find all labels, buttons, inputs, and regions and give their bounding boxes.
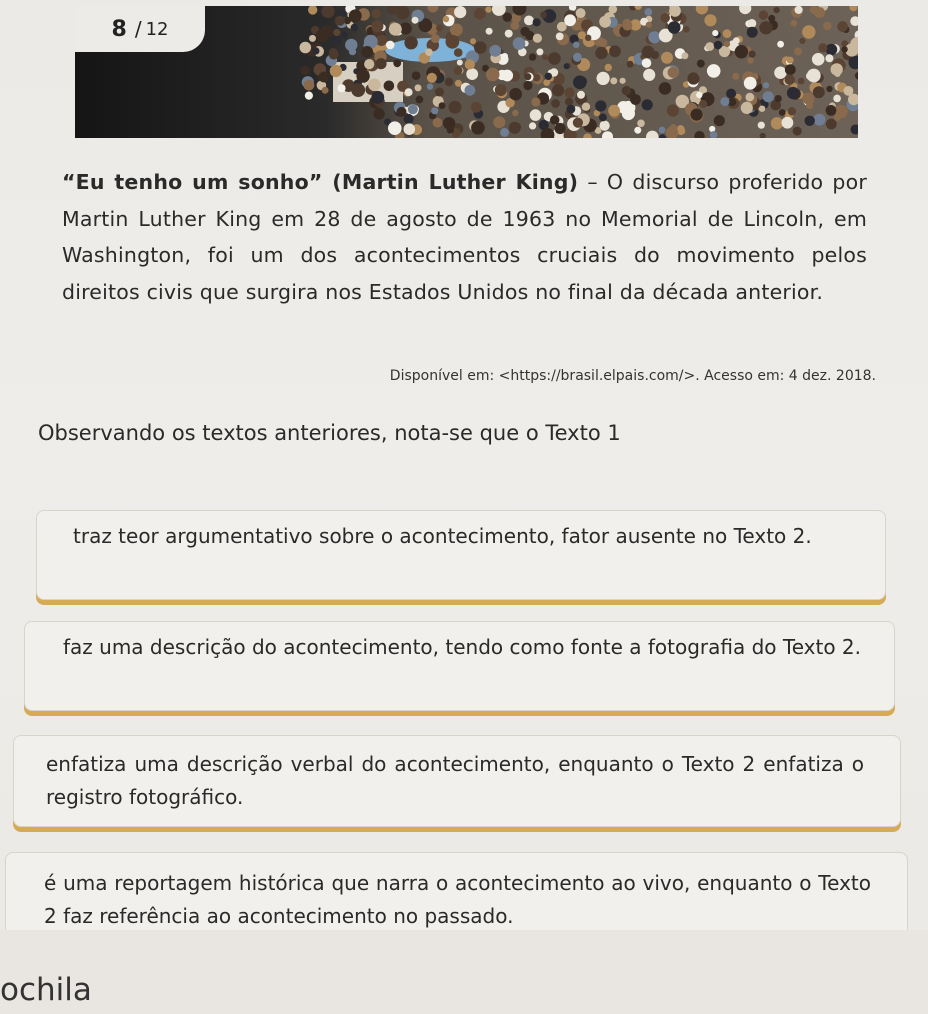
answer-option-text: faz uma descrição do acontecimento, tendo como fonte a fotografia do Texto 2. xyxy=(63,635,862,659)
crowd-person xyxy=(759,10,768,19)
crowd-person xyxy=(630,94,641,105)
crowd-person xyxy=(747,27,758,38)
crowd-person xyxy=(388,121,402,135)
crowd-person xyxy=(763,82,769,88)
crowd-person xyxy=(637,120,645,128)
crowd-person xyxy=(335,16,345,26)
crowd-person xyxy=(524,16,534,26)
crowd-person xyxy=(513,123,521,131)
crowd-person xyxy=(788,107,796,115)
answer-option-text: é uma reportagem histórica que narra o acontecimento ao vivo, enquanto o Texto 2 faz referência ao acontecimento no passado. xyxy=(44,871,871,928)
crowd-person xyxy=(759,21,772,34)
crowd-person xyxy=(439,102,446,109)
crowd-person xyxy=(833,95,841,103)
crowd-person xyxy=(431,34,440,43)
crowd-person xyxy=(436,24,443,31)
crowd-person xyxy=(802,93,814,105)
crowd-person xyxy=(433,118,443,128)
crowd-person xyxy=(524,73,531,80)
crowd-person xyxy=(529,53,536,60)
crowd-person xyxy=(749,51,756,58)
crowd-person xyxy=(495,84,507,96)
caption-body: – O discurso proferido por Martin Luther King em 28 de agosto de 1963 no Memorial de Lincoln, em Washington, foi um dos acontecimentos cruciais do movimento pelos direitos civis que surgira nos Estados Unidos no final da década anterior. xyxy=(62,170,867,304)
slide-counter xyxy=(75,6,205,52)
crowd-person xyxy=(712,30,718,36)
crowd-person xyxy=(356,69,369,82)
crowd-person xyxy=(545,73,552,80)
crowd-person xyxy=(681,52,688,59)
crowd-person xyxy=(794,48,802,56)
crowd-person xyxy=(646,22,652,28)
crowd-person xyxy=(645,8,653,16)
crowd-person xyxy=(774,7,780,13)
brand-logo-text: ochila xyxy=(0,972,92,1008)
crowd-person xyxy=(322,87,329,94)
crowd-person xyxy=(502,53,508,59)
crowd-person xyxy=(813,114,825,126)
crowd-person xyxy=(826,44,838,56)
crowd-person xyxy=(375,58,386,69)
crowd-person xyxy=(309,35,316,42)
crowd-person xyxy=(726,89,736,99)
crowd-person xyxy=(814,7,825,18)
crowd-person xyxy=(668,21,681,34)
crowd-person xyxy=(431,107,438,114)
crowd-person xyxy=(427,83,433,89)
crowd-person xyxy=(412,17,419,24)
crowd-person xyxy=(523,81,532,90)
crowd-person xyxy=(319,72,330,83)
crowd-person xyxy=(720,97,729,106)
crowd-person xyxy=(351,24,359,32)
crowd-person xyxy=(404,123,416,135)
crowd-person xyxy=(412,71,421,80)
crowd-person xyxy=(597,72,610,85)
crowd-person xyxy=(714,115,725,126)
crowd-person xyxy=(364,59,374,69)
crowd-person xyxy=(763,91,774,102)
crowd-person xyxy=(457,60,463,66)
crowd-person xyxy=(520,27,529,36)
crowd-person xyxy=(556,33,564,41)
crowd-person xyxy=(582,103,590,111)
crowd-person xyxy=(608,105,620,117)
crowd-person xyxy=(826,86,832,92)
crowd-person xyxy=(777,41,784,48)
crowd-person xyxy=(620,78,626,84)
crowd-person xyxy=(576,8,586,18)
crowd-person xyxy=(841,46,847,52)
crowd-person xyxy=(758,122,765,129)
crowd-person xyxy=(552,84,564,96)
crowd-person xyxy=(386,41,395,50)
crowd-person xyxy=(826,105,837,116)
crowd-person xyxy=(332,35,342,45)
crowd-person xyxy=(595,47,607,59)
crowd-person xyxy=(493,116,505,128)
crowd-person xyxy=(791,20,798,27)
crowd-person xyxy=(825,54,833,62)
crowd-person xyxy=(408,104,418,114)
crowd-person xyxy=(330,65,342,77)
crowd-person xyxy=(415,84,422,91)
crowd-person xyxy=(443,117,455,129)
crowd-person xyxy=(648,31,660,43)
crowd-person xyxy=(573,118,583,128)
crowd-person xyxy=(573,53,582,62)
crowd-person xyxy=(371,91,384,104)
slide-separator: / xyxy=(134,17,142,41)
crowd-person xyxy=(548,52,561,65)
crowd-person xyxy=(595,100,606,111)
crowd-person xyxy=(605,64,612,71)
crowd-person xyxy=(578,31,586,39)
crowd-person xyxy=(709,126,715,132)
bottom-bar xyxy=(0,930,928,1014)
crowd-person xyxy=(465,85,476,96)
crowd-person xyxy=(304,80,315,91)
crowd-person xyxy=(500,128,509,137)
answer-option-b[interactable] xyxy=(24,621,895,711)
crowd-person xyxy=(529,122,536,129)
crowd-person xyxy=(371,20,383,32)
question-stem: Observando os textos anteriores, nota-se que o Texto 1 xyxy=(38,421,621,445)
slide-current: 8 xyxy=(111,16,127,42)
crowd-person xyxy=(397,107,407,117)
crowd-person xyxy=(443,16,449,22)
crowd-person xyxy=(489,45,501,57)
crowd-person xyxy=(642,99,653,110)
crowd-person xyxy=(699,100,707,108)
crowd-person xyxy=(567,105,576,114)
crowd-person xyxy=(642,46,654,58)
crowd-person xyxy=(540,12,547,19)
answer-option-text: enfatiza uma descrição verbal do acontecimento, enquanto o Texto 2 enfatiza o registro fotográfico. xyxy=(46,752,864,809)
crowd-person xyxy=(470,38,476,44)
crowd-person xyxy=(785,75,795,85)
crowd-person xyxy=(320,25,333,38)
answer-option-text: traz teor argumentativo sobre o acontecimento, fator ausente no Texto 2. xyxy=(73,524,812,548)
crowd-person xyxy=(512,110,518,116)
crowd-person xyxy=(747,57,754,64)
crowd-person xyxy=(697,60,705,68)
crowd-person xyxy=(532,74,540,82)
crowd-person xyxy=(405,88,413,96)
crowd-person xyxy=(486,28,493,35)
crowd-person xyxy=(696,92,702,98)
crowd-person xyxy=(389,23,402,36)
crowd-person xyxy=(818,43,827,52)
crowd-person xyxy=(474,8,486,20)
crowd-person xyxy=(551,99,560,108)
crowd-person xyxy=(609,45,621,57)
crowd-person xyxy=(333,29,340,36)
crowd-person xyxy=(503,13,512,22)
crowd-person xyxy=(533,18,541,26)
crowd-person xyxy=(813,86,825,98)
crowd-person xyxy=(454,6,466,18)
crowd-person xyxy=(351,83,365,97)
slide-total: 12 xyxy=(145,18,169,40)
crowd-person xyxy=(837,21,848,32)
crowd-person xyxy=(642,58,652,68)
crowd-person xyxy=(735,45,748,58)
crowd-person xyxy=(785,64,796,75)
crowd-person xyxy=(622,86,631,95)
crowd-person xyxy=(798,78,805,85)
crowd-person xyxy=(795,6,803,14)
crowd-person xyxy=(530,109,542,121)
crowd-person xyxy=(486,68,500,82)
crowd-person xyxy=(585,35,591,41)
crowd-person xyxy=(627,61,634,68)
crowd-person xyxy=(634,127,641,134)
crowd-person xyxy=(445,78,454,87)
crowd-person xyxy=(505,30,513,38)
crowd-person xyxy=(775,95,782,102)
crowd-person xyxy=(513,37,526,50)
crowd-person xyxy=(661,52,673,64)
crowd-person xyxy=(435,88,444,97)
crowd-person xyxy=(361,46,373,58)
crowd-person xyxy=(542,54,548,60)
crowd-person xyxy=(705,42,714,51)
crowd-person xyxy=(349,9,362,22)
crowd-person xyxy=(471,102,482,113)
crowd-person xyxy=(741,102,753,114)
answer-option-a[interactable] xyxy=(36,510,886,600)
crowd-person xyxy=(465,59,475,69)
crowd-person xyxy=(823,22,831,30)
crowd-person xyxy=(565,98,573,106)
crowd-person xyxy=(733,37,740,44)
crowd-person xyxy=(714,41,723,50)
crowd-person xyxy=(454,48,463,57)
crowd-person xyxy=(577,91,585,99)
crowd-person xyxy=(782,117,794,129)
crowd-person xyxy=(345,39,357,51)
crowd-person xyxy=(643,69,655,81)
crowd-person xyxy=(446,35,460,49)
crowd-person xyxy=(329,48,338,57)
crowd-person xyxy=(536,48,543,55)
crowd-person xyxy=(501,70,513,82)
crowd-person xyxy=(337,84,345,92)
crowd-person xyxy=(531,97,540,106)
crowd-person xyxy=(704,14,716,26)
crowd-person xyxy=(471,121,485,135)
crowd-person xyxy=(807,69,821,83)
crowd-person xyxy=(543,79,550,86)
crowd-person xyxy=(300,66,310,76)
crowd-person xyxy=(779,109,786,116)
crowd-person xyxy=(793,127,802,136)
crowd-person xyxy=(660,13,670,23)
crowd-person xyxy=(373,108,384,119)
crowd-person xyxy=(659,82,672,95)
source-citation: Disponível em: <https://brasil.elpais.com/>. Acesso em: 4 dez. 2018. xyxy=(389,368,876,384)
crowd-person xyxy=(610,77,617,84)
crowd-person xyxy=(799,38,805,44)
crowd-person xyxy=(454,66,463,75)
crowd-person xyxy=(724,41,730,47)
crowd-person xyxy=(746,93,755,102)
crowd-person xyxy=(812,53,825,66)
crowd-person xyxy=(759,106,765,112)
crowd-person xyxy=(774,67,786,79)
crowd-person xyxy=(659,127,666,134)
answer-option-c[interactable] xyxy=(13,735,901,827)
crowd-person xyxy=(555,123,566,134)
crowd-person xyxy=(768,15,775,22)
crowd-person xyxy=(371,9,381,19)
crowd-person xyxy=(667,104,679,116)
crowd-person xyxy=(707,64,721,78)
crowd-person xyxy=(564,88,574,98)
crowd-person xyxy=(404,36,417,49)
crowd-person xyxy=(511,21,520,30)
crowd-person xyxy=(474,41,487,54)
crowd-person xyxy=(305,92,313,100)
crowd-person xyxy=(466,68,478,80)
crowd-person xyxy=(732,73,739,80)
crowd-person xyxy=(449,101,462,114)
crowd-person xyxy=(771,117,783,129)
crowd-person xyxy=(312,47,319,54)
crowd-person xyxy=(425,48,433,56)
crowd-person xyxy=(787,87,799,99)
crowd-person xyxy=(416,96,424,104)
crowd-person xyxy=(384,81,395,92)
crowd-person xyxy=(691,109,703,121)
crowd-person xyxy=(300,42,312,54)
crowd-person xyxy=(623,19,632,28)
caption-title: “Eu tenho um sonho” (Martin Luther King) xyxy=(62,170,579,194)
crowd-person xyxy=(455,80,462,87)
crowd-person xyxy=(834,114,841,121)
crowd-person xyxy=(485,6,491,12)
crowd-person xyxy=(577,77,587,87)
crowd-person xyxy=(533,34,542,43)
crowd-person xyxy=(668,67,679,78)
crowd-person xyxy=(831,63,843,75)
crowd-person xyxy=(573,42,580,49)
crowd-person xyxy=(787,57,794,64)
crowd-person xyxy=(599,113,607,121)
crowd-person xyxy=(748,19,757,28)
text-caption xyxy=(62,164,867,310)
crowd-person xyxy=(393,59,401,67)
crowd-person xyxy=(599,16,611,28)
crowd-person xyxy=(564,14,576,26)
crowd-person xyxy=(368,79,381,92)
crowd-person xyxy=(805,116,815,126)
crowd-person xyxy=(509,88,522,101)
crowd-person xyxy=(723,29,732,38)
crowd-person xyxy=(564,63,570,69)
crowd-person xyxy=(341,32,348,39)
crowd-person xyxy=(802,25,815,38)
crowd-person xyxy=(744,77,757,90)
crowd-person xyxy=(687,72,699,84)
crowd-person xyxy=(427,73,437,83)
crowd-person xyxy=(683,26,690,33)
